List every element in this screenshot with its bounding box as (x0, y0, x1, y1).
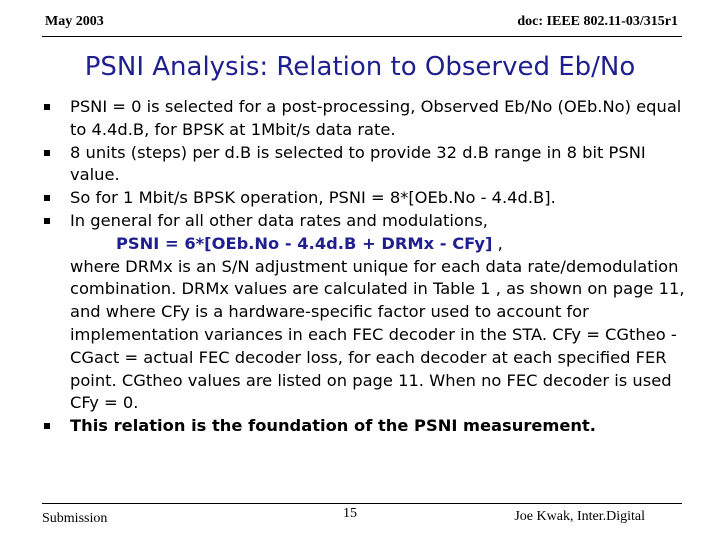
slide-title: PSNI Analysis: Relation to Observed Eb/No (84, 52, 636, 82)
bullet-text: 8 units (steps) per d.B is selected to provide 32 d.B range in 8 bit PSNI value. (70, 142, 646, 185)
bullet-item (44, 210, 694, 233)
formula-text: PSNI = 6*[OEb.No - 4.4d.B + DRMx - CFy] (116, 233, 493, 253)
page-number: 15 (343, 506, 357, 521)
bullet-text: In general for all other data rates and modulations, (70, 210, 488, 230)
bullet-text: PSNI = 0 is selected for a post-processing, Observed Eb/No (OEb.No) equal to 4.4d.B, for BPSK at 1Mbit/s data rate. (70, 97, 682, 139)
bullet-square-icon (44, 195, 50, 201)
bullet-square-icon (44, 423, 50, 429)
header-date: May 2003 (45, 14, 104, 29)
footer-submission: Submission (42, 511, 108, 526)
formula-suffix: , (492, 233, 503, 253)
bullet-text: This relation is the foundation of the PSNI measurement. (70, 416, 596, 436)
header-rule (42, 36, 682, 37)
bullet-item-final (44, 415, 694, 438)
bullet-item (44, 187, 694, 210)
bullet-item (44, 96, 694, 142)
psni-formula (44, 233, 694, 256)
bullet-square-icon (44, 218, 50, 224)
footer-author: Joe Kwak, Inter.Digital (514, 509, 645, 524)
formula-explanation: where DRMx is an S/N adjustment unique for each data rate/demodulation combination. DRMx values are calculated in Table 1 , as shown on page 11, and where CFy is a hardware-specific factor used to account for implementation variances in each FEC decoder in the STA. CFy = CGtheo - CGact = actual FEC decoder loss, for each decoder at each specified FER point. CGtheo values are listed on page 11. When no FEC decoder is used CFy = 0. (70, 256, 685, 413)
bullet-square-icon (44, 104, 50, 110)
bullet-item (44, 142, 694, 188)
bullet-text: So for 1 Mbit/s BPSK operation, PSNI = 8*[OEb.No - 4.4d.B]. (70, 188, 556, 208)
header-doc-id: doc: IEEE 802.11-03/315r1 (517, 14, 678, 29)
bullet-list (44, 96, 694, 438)
footer-rule (42, 503, 682, 504)
bullet-square-icon (44, 150, 50, 156)
